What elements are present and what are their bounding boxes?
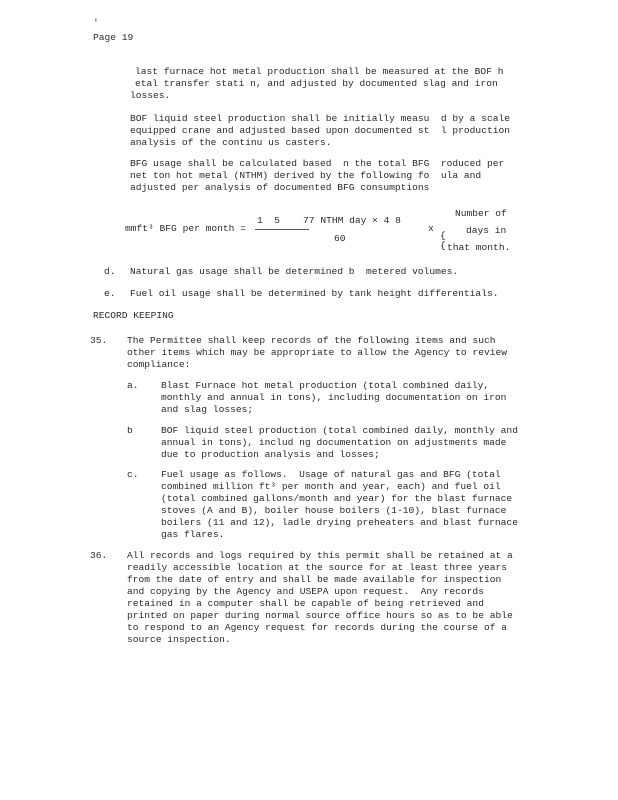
- formula-numerator: 1 5 77 NTHM day × 4 8: [257, 215, 401, 226]
- text-line: adjusted per analysis of documented BFG consumptions: [130, 182, 430, 193]
- text-line: retained in a computer shall be capable of being retrieved and: [127, 598, 484, 609]
- section-heading-record-keeping: RECORD KEEPING: [93, 310, 174, 321]
- text-line: and copying by the Agency and USEPA upon request. Any records: [127, 586, 484, 597]
- text-line: readily accessible location at the source for at least three years: [127, 562, 507, 573]
- text-line: The Permittee shall keep records of the following items and such: [127, 335, 496, 346]
- text-line: printed on paper during normal source office hours so as to be able: [127, 610, 513, 621]
- fraction-bar: [255, 229, 309, 230]
- text-line: analysis of the continu us casters.: [130, 137, 332, 148]
- text-line: stoves (A and B), boiler house boilers (1-10), blast furnace: [161, 505, 507, 516]
- condition-number: 35.: [90, 335, 108, 346]
- formula-rhs-line: days in: [466, 225, 507, 236]
- item-d-text: Natural gas usage shall be determined b metered volumes.: [130, 266, 459, 277]
- formula-lhs: mmft³ BFG per month =: [125, 223, 246, 234]
- item-letter: c.: [127, 469, 139, 480]
- text-line: to respond to an Agency request for records during the course of a: [127, 622, 507, 633]
- text-line: (total combined gallons/month and year) for the blast furnace: [161, 493, 513, 504]
- text-line: All records and logs required by this permit shall be retained at a: [127, 550, 513, 561]
- text-line: losses.: [130, 90, 171, 101]
- text-line: etal transfer stati n, and adjusted by documented slag and iron: [135, 78, 498, 89]
- item-d-letter: d.: [104, 266, 116, 277]
- text-line: source inspection.: [127, 634, 231, 645]
- text-line: Blast Furnace hot metal production (total combined daily,: [161, 380, 490, 391]
- item-e-text: Fuel oil usage shall be determined by tank height differentials.: [130, 288, 499, 299]
- text-line: equipped crane and adjusted based upon documented st l production: [130, 125, 510, 136]
- formula-times: x: [428, 223, 434, 234]
- formula-brace-bottom: {: [440, 240, 446, 251]
- formula-denominator: 60: [334, 233, 346, 244]
- item-letter: a.: [127, 380, 139, 391]
- item-letter: b: [127, 425, 133, 436]
- text-line: BOF liquid steel production (total combined daily, monthly and: [161, 425, 518, 436]
- text-line: last furnace hot metal production shall be measured at the BOF h: [135, 66, 504, 77]
- page-number: Page 19: [93, 32, 134, 43]
- text-line: gas flares.: [161, 529, 225, 540]
- condition-number: 36.: [90, 550, 108, 561]
- formula-rhs-line: Number of: [455, 208, 507, 219]
- text-line: other items which may be appropriate to allow the Agency to review: [127, 347, 507, 358]
- text-line: annual in tons), includ ng documentation on adjustments made: [161, 437, 507, 448]
- text-line: monthly and annual in tons), including documentation on iron: [161, 392, 507, 403]
- item-e-letter: e.: [104, 288, 116, 299]
- text-line: BOF liquid steel production shall be initially measu d by a scale: [130, 113, 510, 124]
- text-line: and slag losses;: [161, 404, 254, 415]
- text-line: compliance:: [127, 359, 191, 370]
- text-line: net ton hot metal (NTHM) derived by the following fo ula and: [130, 170, 482, 181]
- text-line: from the date of entry and shall be made available for inspection: [127, 574, 502, 585]
- formula-brace-top: {: [440, 230, 446, 241]
- formula-rhs-line: that month.: [447, 242, 511, 253]
- text-line: Fuel usage as follows. Usage of natural gas and BFG (total: [161, 469, 501, 480]
- corner-mark: ': [93, 17, 99, 28]
- text-line: BFG usage shall be calculated based n the total BFG roduced per: [130, 158, 505, 169]
- text-line: combined million ft³ per month and year, each) and fuel oil: [161, 481, 501, 492]
- text-line: boilers (11 and 12), ladle drying preheaters and blast furnace: [161, 517, 518, 528]
- text-line: due to production analysis and losses;: [161, 449, 380, 460]
